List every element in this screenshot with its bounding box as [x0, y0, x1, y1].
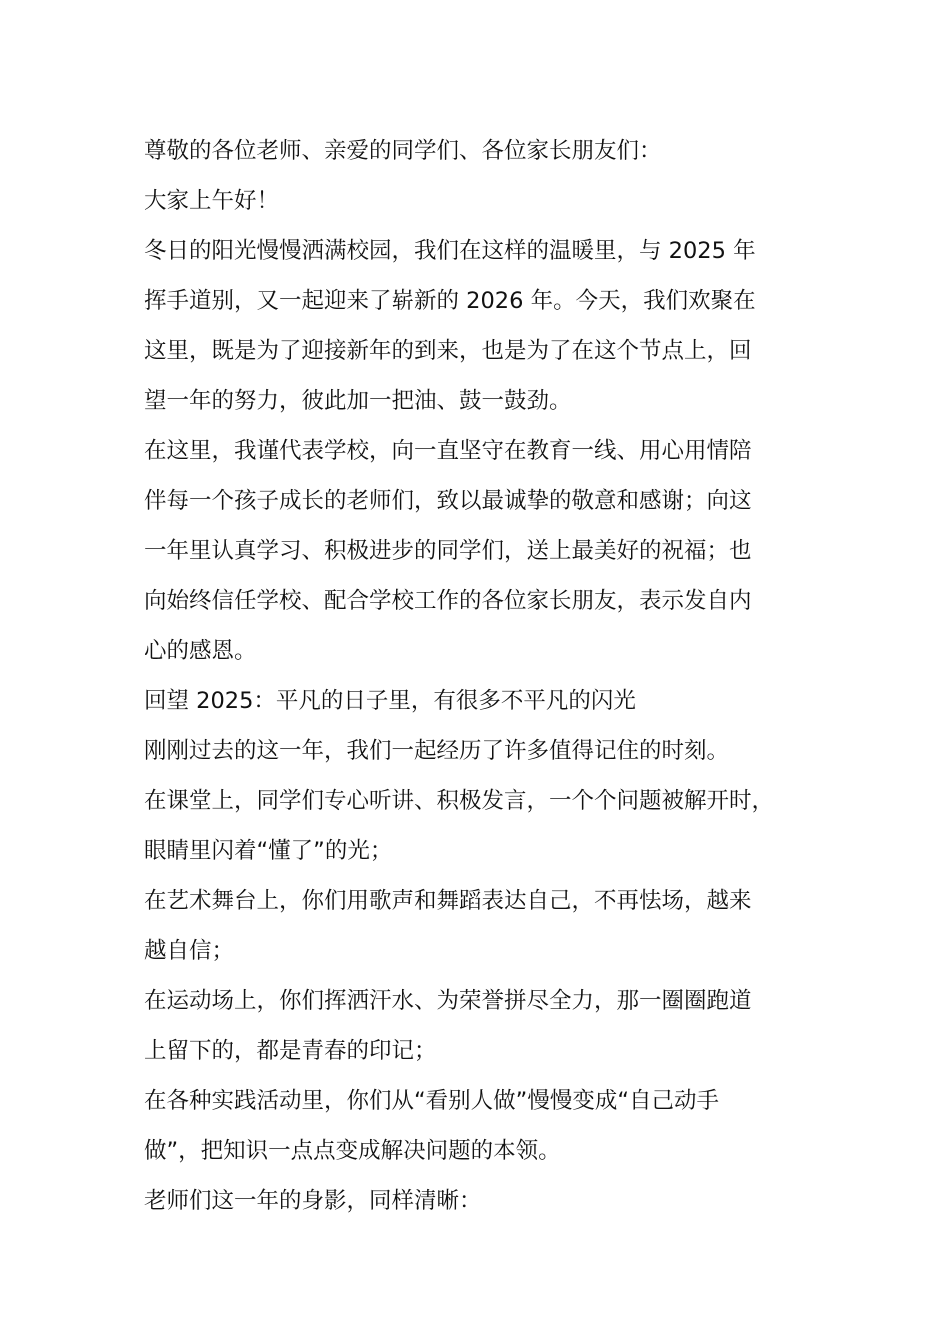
paragraph-line: 向始终信任学校、配合学校工作的各位家长朋友，表示发自内	[144, 588, 752, 614]
paragraph-line: 伴每一个孩子成长的老师们，致以最诚挚的敬意和感谢；向这	[144, 488, 752, 514]
greeting-line: 大家上午好！	[144, 188, 280, 214]
paragraph-line: 眼睛里闪着“懂了”的光；	[144, 838, 393, 864]
paragraph-line: 冬日的阳光慢慢洒满校园，我们在这样的温暖里，与 2025 年	[144, 238, 756, 264]
paragraph-line: 上留下的，都是青春的印记；	[144, 1038, 437, 1064]
section-heading: 回望 2025：平凡的日子里，有很多不平凡的闪光	[144, 688, 636, 714]
paragraph-line: 在运动场上，你们挥洒汗水、为荣誉拼尽全力，那一圈圈跑道	[144, 988, 752, 1014]
paragraph-line: 挥手道别，又一起迎来了崭新的 2026 年。今天，我们欢聚在	[144, 288, 756, 314]
paragraph-line: 刚刚过去的这一年，我们一起经历了许多值得记住的时刻。	[144, 738, 730, 764]
paragraph-line: 这里，既是为了迎接新年的到来，也是为了在这个节点上，回	[144, 338, 752, 364]
paragraph-line: 心的感恩。	[144, 638, 257, 664]
paragraph-line: 在课堂上，同学们专心听讲、积极发言，一个个问题被解开时，	[144, 788, 775, 814]
paragraph-line: 在各种实践活动里，你们从“看别人做”慢慢变成“自己动手	[144, 1088, 719, 1114]
paragraph-line: 老师们这一年的身影，同样清晰：	[144, 1188, 482, 1214]
paragraph-line: 做”，把知识一点点变成解决问题的本领。	[144, 1138, 561, 1164]
paragraph-line: 望一年的努力，彼此加一把油、鼓一鼓劲。	[144, 388, 572, 414]
paragraph-line: 一年里认真学习、积极进步的同学们，送上最美好的祝福；也	[144, 538, 752, 564]
paragraph-line: 在艺术舞台上，你们用歌声和舞蹈表达自己，不再怯场，越来	[144, 888, 752, 914]
salutation-line: 尊敬的各位老师、亲爱的同学们、各位家长朋友们：	[144, 138, 662, 164]
paragraph-line: 在这里，我谨代表学校，向一直坚守在教育一线、用心用情陪	[144, 438, 752, 464]
speech-text-body	[144, 126, 834, 1226]
paragraph-line: 越自信；	[144, 938, 235, 964]
